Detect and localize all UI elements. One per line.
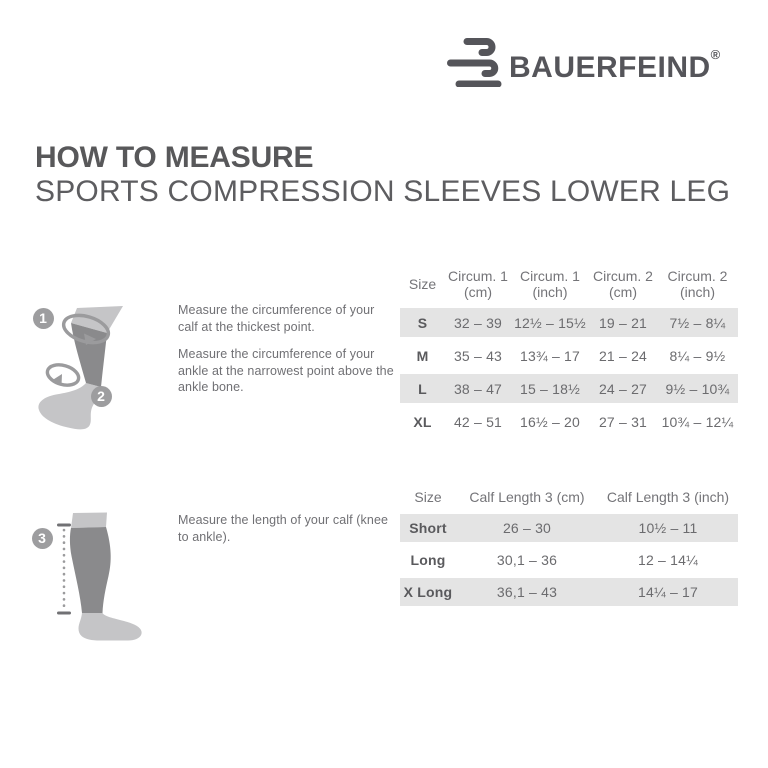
column-header-length-inch: Calf Length 3 (inch): [606, 489, 730, 505]
step-3-number: 3: [38, 530, 46, 546]
bauerfeind-logo: [447, 30, 720, 93]
circum2-cm-value: 24 – 27: [598, 380, 648, 397]
brand-wordmark: BAUERFEIND: [509, 51, 711, 84]
circum1-inch-value: 15 – 18½: [520, 380, 580, 397]
circum1-cm-value: 38 – 47: [453, 380, 503, 397]
size-label: S: [417, 314, 428, 331]
header-top: Circum. 1: [448, 267, 508, 284]
column-header-circum2-inch: [657, 268, 738, 300]
step-1-badge: [33, 308, 54, 329]
step-1-instruction: Measure the circumference of your calf at the thickest point.: [178, 303, 375, 334]
length-label: Short: [409, 520, 447, 536]
calf-length-table: [400, 482, 738, 608]
circum1-inch-value: 12½ – 15½: [514, 314, 586, 331]
lower-leg-circumference-icon: [30, 280, 190, 470]
length-inch-value: 12 – 14¼: [638, 552, 698, 568]
circum2-cm-value: 27 – 31: [598, 413, 648, 430]
length-label: Long: [410, 552, 446, 568]
step-2-number: 2: [97, 388, 105, 404]
title-line1: HOW TO MEASURE: [35, 141, 314, 174]
length-inch-value: 14¼ – 17: [638, 584, 698, 600]
header-unit: (inch): [532, 283, 568, 300]
column-header-size: Size: [414, 489, 442, 505]
circum2-inch-value: 10¾ – 12¼: [661, 413, 734, 430]
page-title: [35, 141, 730, 209]
step-3-instruction: Measure the length of your calf (knee to ankle).: [178, 513, 389, 544]
circum1-cm-value: 42 – 51: [453, 413, 503, 430]
column-header-size: Size: [408, 275, 437, 292]
circumference-size-table: [400, 261, 738, 438]
length-row-short: [400, 512, 738, 544]
length-row-long: [400, 544, 738, 576]
step-2-badge: [91, 386, 112, 407]
length-row-xlong: [400, 576, 738, 608]
circum1-cm-value: 35 – 43: [453, 347, 503, 364]
size-row-l: [400, 372, 738, 405]
size-row-s: [400, 306, 738, 339]
column-header-circum1-inch: [511, 268, 589, 300]
circum2-inch-value: 9½ – 10¾: [665, 380, 730, 397]
length-cm-value: 36,1 – 43: [496, 584, 558, 600]
registered-trademark: ®: [710, 47, 721, 62]
size-label: L: [418, 380, 427, 397]
header-top: Circum. 2: [593, 267, 653, 284]
header-unit: (cm): [464, 283, 492, 300]
circum1-cm-value: 32 – 39: [453, 314, 503, 331]
header-unit: (cm): [609, 283, 637, 300]
column-header-circum2-cm: [589, 268, 657, 300]
circum2-inch-value: 8¼ – 9½: [669, 347, 726, 364]
circumference-table-header: [400, 261, 738, 306]
step-2-instruction: Measure the circumference of your ankle at the narrowest point above the ankle bone.: [178, 347, 394, 394]
circum2-inch-value: 7½ – 8¼: [669, 314, 726, 331]
step-1-number: 1: [39, 310, 47, 326]
circum1-inch-value: 16½ – 20: [520, 413, 580, 430]
title-line2: SPORTS COMPRESSION SLEEVES LOWER LEG: [35, 175, 731, 208]
header-top: Circum. 1: [520, 267, 580, 284]
length-table-header: [400, 482, 738, 512]
brand-name: [509, 30, 720, 93]
column-header-circum1-cm: [445, 268, 511, 300]
circum2-cm-value: 21 – 24: [598, 347, 648, 364]
size-label: M: [416, 347, 429, 364]
lower-leg-length-icon: [25, 500, 175, 660]
circum2-cm-value: 19 – 21: [598, 314, 648, 331]
header-unit: (inch): [679, 283, 715, 300]
length-inch-value: 10½ – 11: [638, 520, 698, 536]
column-header-length-cm: Calf Length 3 (cm): [469, 489, 585, 505]
step-3-badge: [32, 528, 53, 549]
length-cm-value: 26 – 30: [502, 520, 552, 536]
size-row-xl: [400, 405, 738, 438]
header-top: Circum. 2: [667, 267, 728, 284]
length-label: X Long: [403, 584, 453, 600]
size-row-m: [400, 339, 738, 372]
circum1-inch-value: 13¾ – 17: [520, 347, 580, 364]
length-cm-value: 30,1 – 36: [496, 552, 558, 568]
size-label: XL: [413, 413, 432, 430]
bauerfeind-b-icon: [447, 37, 503, 87]
